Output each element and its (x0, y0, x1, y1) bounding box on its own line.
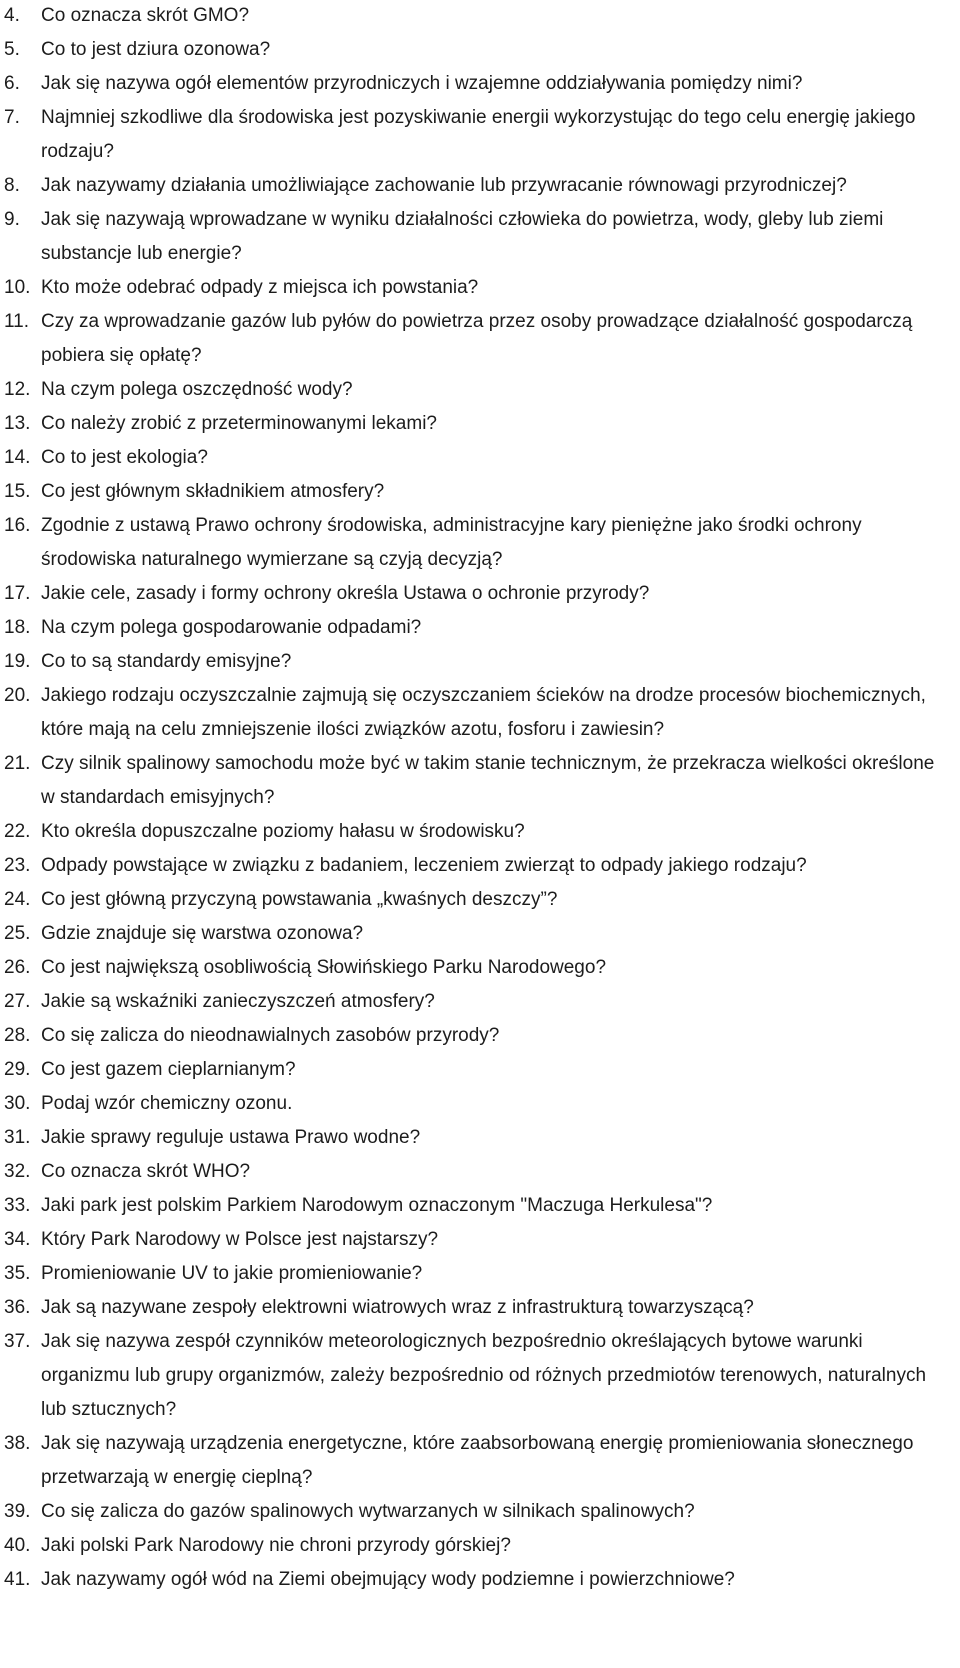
question-item (0, 1325, 960, 1427)
question-text: Co się zalicza do nieodnawialnych zasobów przyrody? (41, 1025, 500, 1046)
question-text: Co należy zrobić z przeterminowanymi lekami? (41, 413, 437, 434)
question-text: Jak nazywamy ogół wód na Ziemi obejmujący wody podziemne i powierzchniowe? (41, 1569, 735, 1590)
question-item (0, 1189, 960, 1223)
question-item (0, 917, 960, 951)
question-number: 32. (4, 1161, 31, 1182)
question-item (0, 407, 960, 441)
question-text: Co oznacza skrót GMO? (41, 5, 250, 26)
question-text: Jaki polski Park Narodowy nie chroni przyrody górskiej? (41, 1535, 511, 1556)
question-item (0, 0, 960, 33)
question-number: 7. (4, 107, 20, 128)
question-item (0, 305, 960, 373)
question-item (0, 883, 960, 917)
question-text: Jakiego rodzaju oczyszczalnie zajmują się oczyszczaniem ścieków na drodze procesów biochemicznych, które mają na celu zmniejszenie ilości związków azotu, fosforu i zawiesin? (41, 685, 926, 740)
question-item (0, 1427, 960, 1495)
question-item (0, 1223, 960, 1257)
question-number: 35. (4, 1263, 31, 1284)
question-number: 15. (4, 481, 31, 502)
question-item (0, 1087, 960, 1121)
question-item (0, 1257, 960, 1291)
question-number: 25. (4, 923, 31, 944)
question-item (0, 1563, 960, 1597)
question-item (0, 373, 960, 407)
question-number: 20. (4, 685, 31, 706)
question-text: Jak się nazywają urządzenia energetyczne, które zaabsorbowaną energię promieniowania słonecznego przetwarzają w energię cieplną? (41, 1433, 914, 1488)
question-item (0, 475, 960, 509)
question-text: Na czym polega oszczędność wody? (41, 379, 353, 400)
question-item (0, 1495, 960, 1529)
question-number: 40. (4, 1535, 31, 1556)
question-text: Co się zalicza do gazów spalinowych wytwarzanych w silnikach spalinowych? (41, 1501, 695, 1522)
question-number: 36. (4, 1297, 31, 1318)
question-item (0, 747, 960, 815)
question-number: 22. (4, 821, 31, 842)
question-number: 38. (4, 1433, 31, 1454)
question-text: Co jest głównym składnikiem atmosfery? (41, 481, 385, 502)
question-text: Co to jest dziura ozonowa? (41, 39, 271, 60)
question-item (0, 1121, 960, 1155)
question-item (0, 577, 960, 611)
question-number: 16. (4, 515, 31, 536)
question-item (0, 849, 960, 883)
question-number: 19. (4, 651, 31, 672)
question-text: Jak są nazywane zespoły elektrowni wiatrowych wraz z infrastrukturą towarzyszącą? (41, 1297, 754, 1318)
question-text: Co jest główną przyczyną powstawania „kwaśnych deszczy”? (41, 889, 558, 910)
question-number: 12. (4, 379, 31, 400)
question-item (0, 611, 960, 645)
question-text: Co to są standardy emisyjne? (41, 651, 292, 672)
question-text: Jakie są wskaźniki zanieczyszczeń atmosfery? (41, 991, 435, 1012)
question-text: Kto określa dopuszczalne poziomy hałasu w środowisku? (41, 821, 525, 842)
question-text: Jak się nazywa ogół elementów przyrodniczych i wzajemne oddziaływania pomiędzy nimi? (41, 73, 803, 94)
question-number: 29. (4, 1059, 31, 1080)
question-text: Jak się nazywają wprowadzane w wyniku działalności człowieka do powietrza, wody, gleby lub ziemi substancje lub energie? (41, 209, 884, 264)
question-number: 23. (4, 855, 31, 876)
question-number: 6. (4, 73, 20, 94)
question-text: Jak się nazywa zespół czynników meteorologicznych bezpośrednio określających bytowe warunki organizmu lub grupy organizmów, zależy bezpośrednio od różnych przedmiotów terenowych, naturalnych lub sztucznych? (41, 1331, 927, 1420)
question-text: Najmniej szkodliwe dla środowiska jest pozyskiwanie energii wykorzystując do tego celu energię jakiego rodzaju? (41, 107, 916, 162)
question-text: Zgodnie z ustawą Prawo ochrony środowiska, administracyjne kary pieniężne jako środki ochrony środowiska naturalnego wymierzane są czyją decyzją? (41, 515, 862, 570)
question-number: 21. (4, 753, 31, 774)
question-text: Jakie cele, zasady i formy ochrony określa Ustawa o ochronie przyrody? (41, 583, 650, 604)
question-number: 37. (4, 1331, 31, 1352)
question-number: 39. (4, 1501, 31, 1522)
question-item (0, 101, 960, 169)
question-text: Który Park Narodowy w Polsce jest najstarszy? (41, 1229, 439, 1250)
question-text: Co to jest ekologia? (41, 447, 208, 468)
question-number: 28. (4, 1025, 31, 1046)
question-item (0, 33, 960, 67)
question-item (0, 67, 960, 101)
question-number: 13. (4, 413, 31, 434)
question-item (0, 951, 960, 985)
question-item (0, 645, 960, 679)
question-item (0, 509, 960, 577)
question-number: 27. (4, 991, 31, 1012)
question-item (0, 985, 960, 1019)
question-text: Odpady powstające w związku z badaniem, leczeniem zwierząt to odpady jakiego rodzaju? (41, 855, 807, 876)
question-item (0, 1053, 960, 1087)
question-number: 24. (4, 889, 31, 910)
question-number: 31. (4, 1127, 31, 1148)
question-number: 14. (4, 447, 31, 468)
question-number: 30. (4, 1093, 31, 1114)
question-number: 5. (4, 39, 20, 60)
question-text: Czy za wprowadzanie gazów lub pyłów do powietrza przez osoby prowadzące działalność gospodarczą pobiera się opłatę? (41, 311, 913, 366)
question-item (0, 1019, 960, 1053)
question-text: Promieniowanie UV to jakie promieniowanie? (41, 1263, 423, 1284)
question-item (0, 815, 960, 849)
question-text: Jaki park jest polskim Parkiem Narodowym oznaczonym "Maczuga Herkulesa"? (41, 1195, 713, 1216)
question-item (0, 1155, 960, 1189)
question-number: 8. (4, 175, 20, 196)
question-text: Gdzie znajduje się warstwa ozonowa? (41, 923, 364, 944)
question-number: 33. (4, 1195, 31, 1216)
question-number: 9. (4, 209, 20, 230)
question-text: Kto może odebrać odpady z miejsca ich powstania? (41, 277, 479, 298)
question-number: 4. (4, 5, 20, 26)
question-text: Co jest gazem cieplarnianym? (41, 1059, 296, 1080)
question-text: Podaj wzór chemiczny ozonu. (41, 1093, 293, 1114)
question-text: Jak nazywamy działania umożliwiające zachowanie lub przywracanie równowagi przyrodniczej? (41, 175, 847, 196)
question-text: Czy silnik spalinowy samochodu może być w takim stanie technicznym, że przekracza wielkości określone w standardach emisyjnych? (41, 753, 935, 808)
question-text: Co jest największą osobliwością Słowińskiego Parku Narodowego? (41, 957, 607, 978)
question-text: Jakie sprawy reguluje ustawa Prawo wodne? (41, 1127, 421, 1148)
question-text: Co oznacza skrót WHO? (41, 1161, 251, 1182)
question-item (0, 1291, 960, 1325)
question-number: 34. (4, 1229, 31, 1250)
question-number: 41. (4, 1569, 31, 1590)
question-number: 10. (4, 277, 31, 298)
question-item (0, 1529, 960, 1563)
question-number: 18. (4, 617, 31, 638)
question-item (0, 679, 960, 747)
question-item (0, 271, 960, 305)
question-item (0, 169, 960, 203)
question-text: Na czym polega gospodarowanie odpadami? (41, 617, 422, 638)
question-number: 26. (4, 957, 31, 978)
question-item (0, 441, 960, 475)
question-number: 17. (4, 583, 31, 604)
question-number: 11. (4, 311, 30, 332)
question-item (0, 203, 960, 271)
